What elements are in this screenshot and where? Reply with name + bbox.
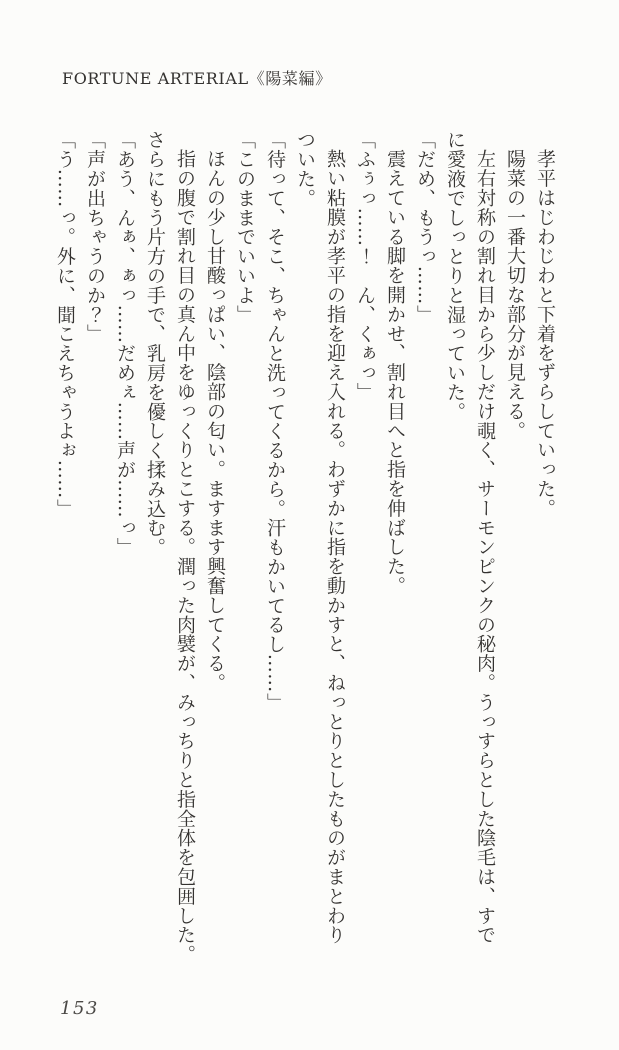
text-line-dialogue: 「あう、んぁ、ぁっ……だめぇ……声が……っ」	[114, 130, 136, 557]
page-number: 153	[60, 998, 99, 1019]
text-line: 孝平はじわじわと下着をずらしていった。	[534, 149, 556, 518]
text-line: ほんの少し甘酸っぱい、陰部の匂い。ますます興奮してくる。	[204, 149, 226, 693]
vertical-text-block	[48, 130, 560, 972]
text-line-dialogue: 「声が出ちゃうのか？」	[84, 130, 106, 344]
text-line-dialogue: 「このままでいいよ」	[234, 130, 256, 324]
text-line: 熱い粘膜が孝平の指を迎え入れる。わずかに指を動かすと、ねっとりとしたものがまとわり	[324, 149, 346, 945]
text-line-dialogue: 「待って、そこ、ちゃんと洗ってくるから。汗もかいてるし……」	[264, 130, 286, 712]
text-line-dialogue: 「だめ、もうっ……」	[414, 130, 436, 324]
text-line: ついた。	[294, 130, 316, 208]
text-line: 指の腹で割れ目の真ん中をゆっくりとこする。潤った肉襞が、みっちりと指全体を包囲した。	[174, 149, 196, 964]
text-line: さらにもう片方の手で、乳房を優しく揉み込む。	[144, 130, 166, 557]
text-line: に愛液でしっとりと湿っていた。	[444, 130, 466, 421]
text-line: 震えている脚を開かせ、割れ目へと指を伸ばした。	[384, 149, 406, 596]
text-line: 左右対称の割れ目から少しだけ覗く、サーモンピンクの秘肉。うっすらとした陰毛は、すで	[474, 149, 496, 945]
text-line-dialogue: 「う……っ。外に、聞こえちゃうよぉ……」	[54, 130, 76, 518]
running-header-title: FORTUNE ARTERIAL《陽菜編》	[62, 69, 332, 88]
text-line-dialogue: 「ふぅっ……！ ん、くぁっ」	[354, 130, 376, 402]
text-line: 陽菜の一番大切な部分が見える。	[504, 149, 526, 440]
